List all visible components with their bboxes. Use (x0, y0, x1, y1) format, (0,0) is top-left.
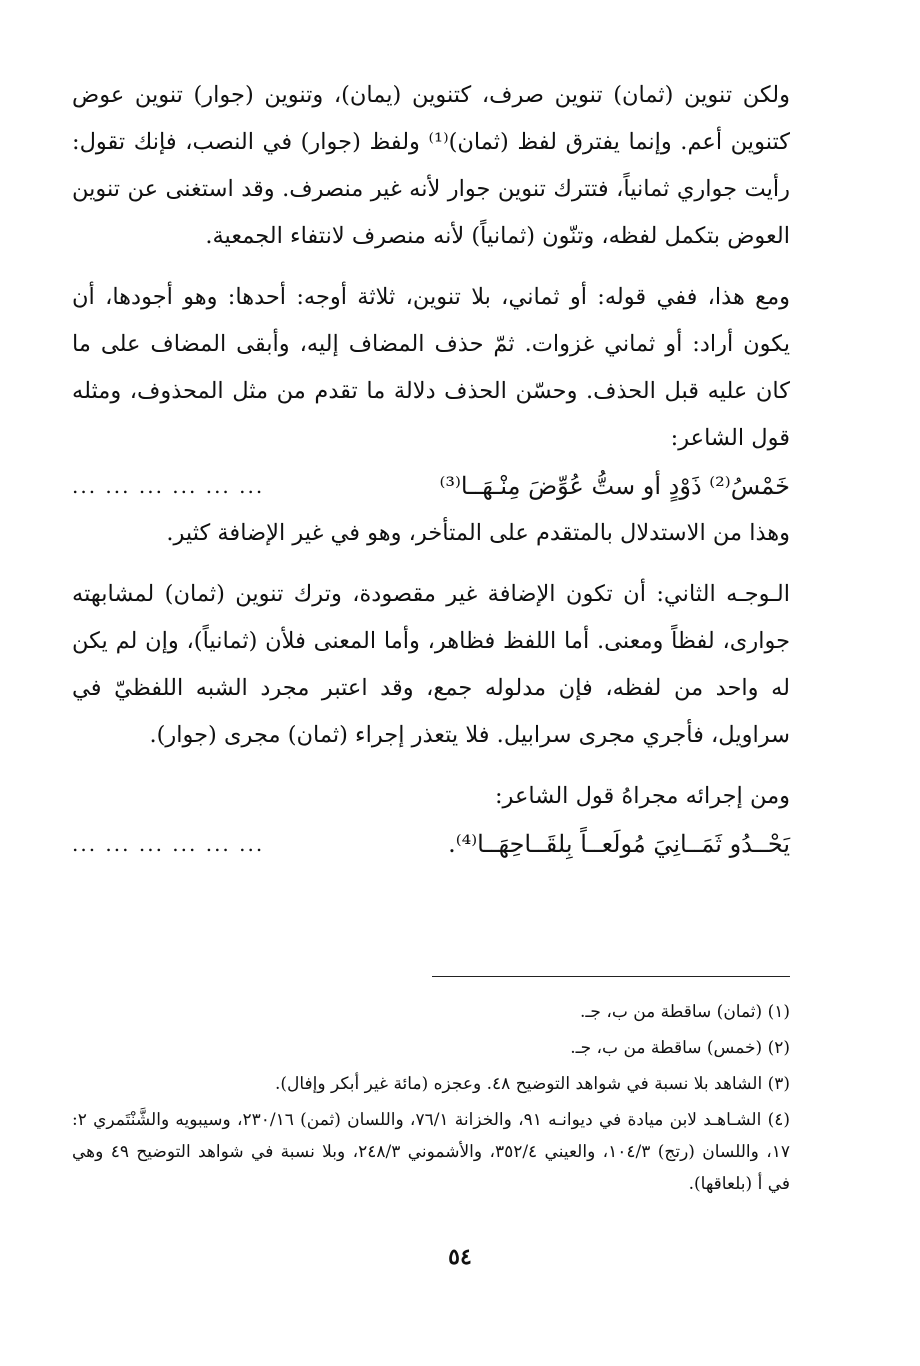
footnotes (72, 996, 790, 1204)
paragraph-3: وهذا من الاستدلال بالمتقدم على المتأخر، وهو في غير الإضافة كثير. (166, 520, 790, 546)
verse-1 (72, 462, 790, 510)
paragraph-5: ومن إجرائه مجراهُ قول الشاعر: (494, 783, 790, 809)
verse-2-text: يَحْــدُو ثَمَــانِيَ مُولَعــاً بِلقَــاحِهَــا⁽⁴⁾. (448, 830, 790, 858)
verse-1-ellipsis: ... ... ... ... ... ... (72, 474, 265, 498)
footnote-4: (٤) الشـاهـد لابن ميادة في ديوانـه ٩١، والخزانة ٧٦/١، واللسان (ثمن) ٢٣٠/١٦، وسيبويه والشَّنْتَمري ٢: ١٧، واللسان (رتج) ١٠٤/٣، والعيني ٣٥٢/٤، والأشموني ٢٤٨/٣، وبلا نسبة في شواهد التوضيح ٤٩ وهي في أ (بلعاقها). (72, 1110, 790, 1194)
paragraph-4: الـوجـه الثاني: أن تكون الإضافة غير مقصودة، وترك تنوين (ثمان) لمشابهته جوارى، لفظاً ومعنى. أما اللفظ فظاهر، وأما المعنى فلأن (ثمانياً)، وإن لم يكن له واحد من لفظه، فإن مدلوله جمع، وقد اعتبر مجرد الشبه اللفظيّ في سراويل، فأجري مجرى سرابيل. فلا يتعذر إجراء (ثمان) مجرى (جوار). (72, 581, 790, 748)
paragraph-2: ومع هذا، ففي قوله: أو ثماني، بلا تنوين، ثلاثة أوجه: أحدها: وهو أجودها، أن يكون أراد: أو ثماني غزوات. ثمّ حذف المضاف إليه، وأبقى المضاف على ما كان عليه قبل الحذف. وحسّن الحذف دلالة ما تقدم من مثل المحذوف، ومثله قول الشاعر: (72, 284, 790, 451)
verse-2-ellipsis: ... ... ... ... ... ... (72, 832, 265, 856)
footnote-3: (٣) الشاهد بلا نسبة في شواهد التوضيح ٤٨. وعجزه (مائة غير أبكر وإفال). (274, 1074, 790, 1094)
footnote-divider (432, 976, 790, 977)
footnote-2: (٢) (خمس) ساقطة من ب، جـ. (570, 1038, 790, 1058)
page-number: ٥٤ (448, 1244, 472, 1270)
paragraph-1: ولكن تنوين (ثمان) تنوين صرف، كتنوين (يمان)، وتنوين (جوار) تنوين عوض كتنوين أعم. وإنما يفترق لفظ (ثمان)⁽¹⁾ ولفظ (جوار) في النصب، فإنك تقول: رأيت جواري ثمانياً، فتترك تنوين جوار لأنه غير منصرف. وقد استغنى عن تنوين العوض بتكمل لفظه، وتنّون (ثمانياً) لأنه منصرف لانتفاء الجمعية. (72, 82, 790, 249)
main-text (72, 72, 790, 868)
verse-1-text: خَمْسُ⁽²⁾ ذَوْدٍ أو ستُّ عُوِّضَ مِنْـهَــا⁽³⁾ (439, 472, 790, 500)
verse-2 (72, 820, 790, 868)
footnote-1: (١) (ثمان) ساقطة من ب، جـ. (580, 1002, 790, 1022)
